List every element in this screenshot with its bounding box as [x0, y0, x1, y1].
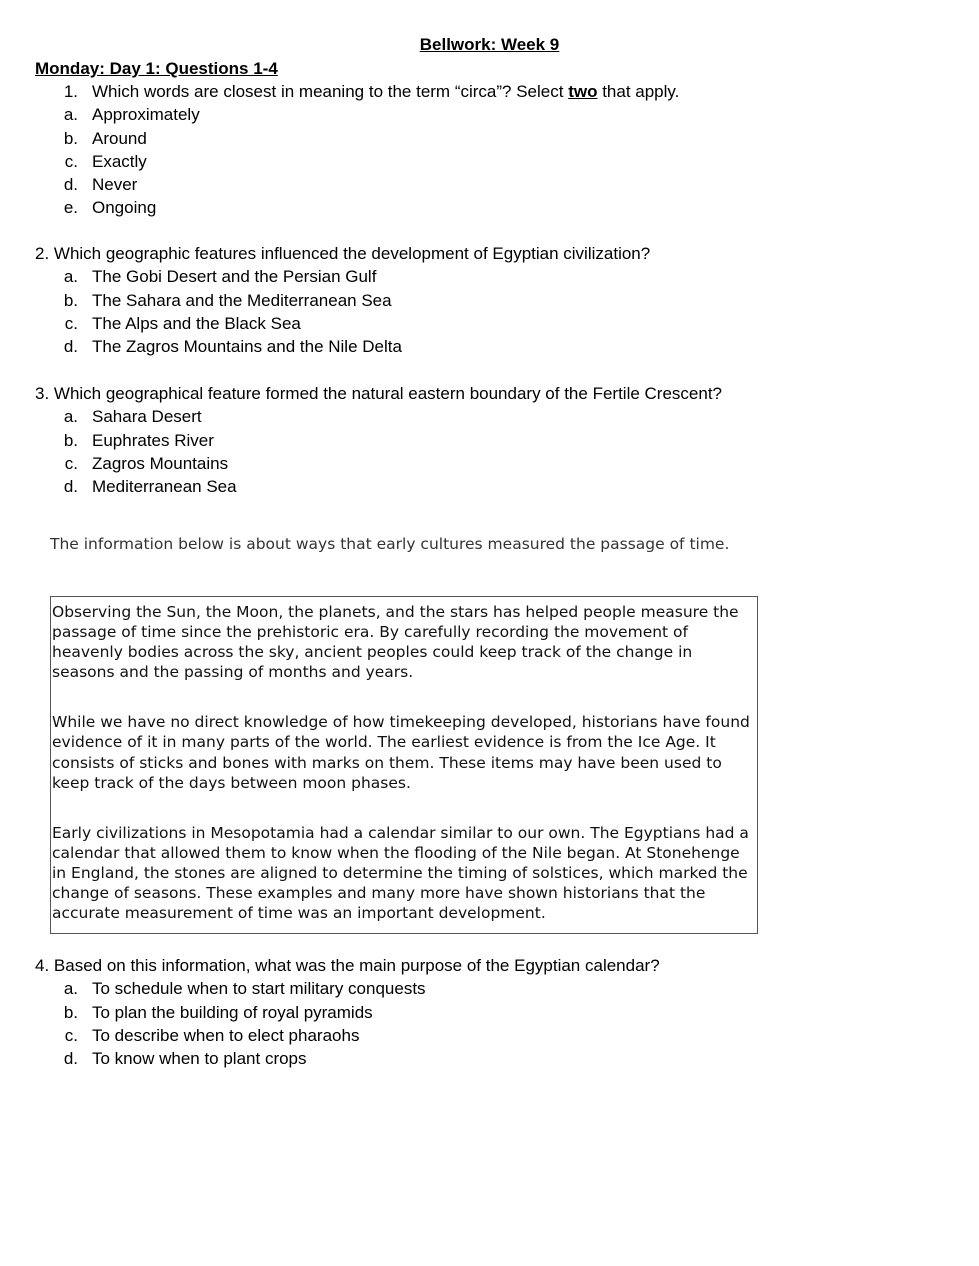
question-1-prompt	[35, 80, 679, 103]
question-4-option-b: b. To plan the building of royal pyramids	[63, 1002, 373, 1022]
question-1-emphasis: two	[568, 82, 598, 101]
question-4-option-a: a. To schedule when to start military conquests	[63, 979, 426, 999]
question-4	[35, 954, 660, 1070]
question-3	[35, 382, 722, 498]
question-2-option-d: d. The Zagros Mountains and the Nile Delta	[63, 337, 402, 357]
question-4-prompt: 4. Based on this information, what was the main purpose of the Egyptian calendar?	[35, 956, 660, 975]
question-3-option-a: a. Sahara Desert	[63, 407, 202, 427]
page-title: Bellwork: Week 9	[419, 35, 560, 54]
question-1-option-c: c. Exactly	[64, 151, 147, 171]
question-2-option-b: b. The Sahara and the Mediterranean Sea	[63, 290, 392, 310]
question-1-option-a: a. Approximately	[63, 105, 200, 125]
question-3-prompt: 3. Which geographical feature formed the natural eastern boundary of the Fertile Crescent?	[35, 384, 722, 403]
question-4-option-d: d. To know when to plant crops	[63, 1049, 307, 1069]
question-1-option-e: e. Ongoing	[63, 198, 157, 218]
question-1-option-b: b. Around	[63, 128, 147, 148]
passage-box	[50, 596, 758, 934]
question-1-text-before: Which words are closest in meaning to the term “circa”? Select	[92, 82, 569, 101]
day-heading: Monday: Day 1: Questions 1-4	[35, 59, 278, 78]
question-3-option-d: d. Mediterranean Sea	[63, 477, 237, 497]
question-3-option-b: b. Euphrates River	[63, 430, 214, 450]
passage-paragraph-1: Observing the Sun, the Moon, the planets, and the stars has helped people measure the passage of time since the prehistoric era. By carefully recording the movement of heavenly bodies across the sky, ancient peoples could keep track of the change in seasons and the passing of months and years.	[52, 603, 739, 682]
passage-intro: The information below is about ways that early cultures measured the passage of time.	[50, 535, 730, 553]
question-2-option-c: c. The Alps and the Black Sea	[64, 313, 301, 333]
question-1-text-after: that apply.	[597, 82, 680, 101]
question-1-option-d: d. Never	[63, 175, 138, 195]
question-4-option-c: c. To describe when to elect pharaohs	[64, 1025, 360, 1045]
question-2	[35, 242, 650, 358]
passage-paragraph-2: While we have no direct knowledge of how timekeeping developed, historians have found evidence of it in many parts of the world. The earliest evidence is from the Ice Age. It consists of sticks and bones with marks on them. These items may have been used to keep track of the days between moon phases.	[52, 713, 750, 792]
question-1-number: 1.	[63, 82, 78, 101]
question-2-prompt: 2. Which geographic features influenced the development of Egyptian civilization?	[35, 244, 651, 263]
passage-paragraph-3: Early civilizations in Mesopotamia had a calendar similar to our own. The Egyptians had a calendar that allowed them to know when the flooding of the Nile began. At Stonehenge in England, the stones are aligned to determine the timing of solstices, which marked the change of seasons. These examples and many more have shown historians that the accurate measurement of time was an important development.	[52, 823, 749, 923]
question-2-option-a: a. The Gobi Desert and the Persian Gulf	[63, 267, 377, 287]
question-1	[35, 80, 679, 220]
question-3-option-c: c. Zagros Mountains	[64, 453, 229, 473]
